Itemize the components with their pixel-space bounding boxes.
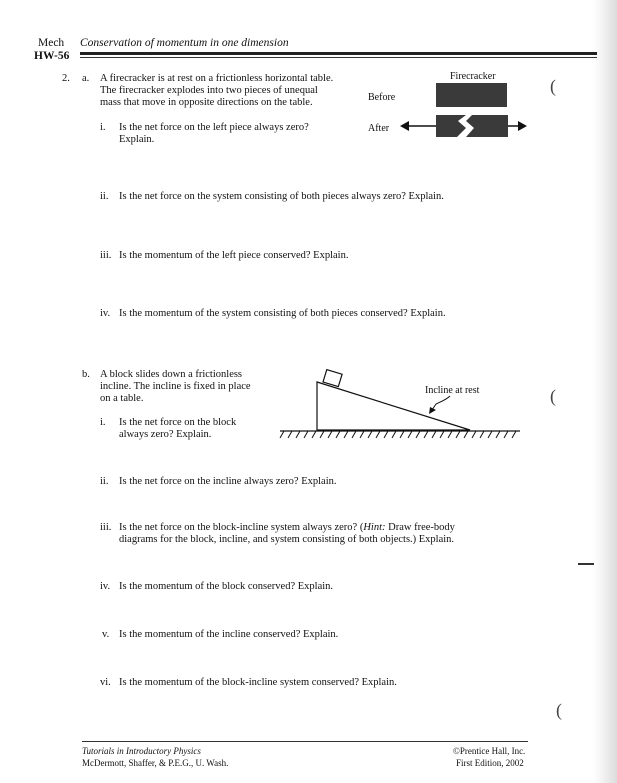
question-text: Is the momentum of the left piece conserved? Explain. [119, 250, 349, 261]
footer-book: Tutorials in Introductory Physics [82, 746, 201, 756]
page-title: Conservation of momentum in one dimension [80, 37, 289, 49]
question-number: i. [100, 122, 106, 133]
question-text: always zero? Explain. [119, 429, 212, 440]
question-number: iv. [100, 581, 111, 592]
pointer-arrowhead [429, 407, 436, 414]
question-text: Is the net force on the incline always zero? Explain. [119, 476, 337, 487]
hint-word: Hint: [363, 522, 386, 533]
after-label: After [368, 123, 390, 134]
part-b-intro-line: A block slides down a frictionless [100, 369, 243, 380]
question-number: ii. [100, 476, 109, 487]
footer-rule [82, 741, 528, 742]
header-rule-thin [80, 57, 597, 58]
question-text: Is the momentum of the incline conserved? Explain. [119, 629, 339, 640]
question-text: Is the net force on the block [119, 417, 237, 428]
hint-text-after: Draw free-body [385, 522, 455, 533]
question-text: Is the momentum of the block-incline system conserved? Explain. [119, 677, 397, 688]
part-a-intro-line: mass that move in opposite directions on the table. [100, 97, 313, 108]
table-hatching [280, 431, 516, 438]
hw-number: HW-56 [34, 50, 70, 62]
firecracker-label: Firecracker [450, 71, 496, 82]
firecracker-after-figure [400, 112, 530, 142]
hint-text-before: Is the net force on the block-incline system always zero? ( [119, 522, 364, 533]
firecracker-before [436, 83, 507, 107]
question-text: Is the momentum of the system consisting of both pieces conserved? Explain. [119, 308, 446, 319]
question-number: iii. [100, 250, 112, 261]
margin-mark: ( [550, 386, 556, 406]
question-number: iv. [100, 308, 111, 319]
question-text: Is the momentum of the block conserved? Explain. [119, 581, 334, 592]
question-text: Is the net force on the system consisting of both pieces always zero? Explain. [119, 191, 444, 202]
question-number: ii. [100, 191, 109, 202]
question-number: iii. [100, 522, 112, 533]
pointer-line [432, 396, 450, 410]
block [323, 370, 342, 387]
course-label: Mech [38, 37, 65, 49]
question-number: i. [100, 417, 106, 428]
right-arrow-head [518, 121, 527, 131]
margin-mark: ( [556, 700, 562, 720]
left-arrow-head [400, 121, 409, 131]
footer-publisher: ©Prentice Hall, Inc. [453, 746, 526, 756]
question-number: vi. [100, 677, 111, 688]
part-b-intro-line: on a table. [100, 393, 144, 404]
part-a-label: a. [82, 73, 90, 84]
page-edge-shadow [593, 0, 617, 783]
question-number: v. [102, 629, 110, 640]
footer-authors: McDermott, Shaffer, & P.E.G., U. Wash. [82, 758, 229, 768]
left-piece [436, 115, 466, 137]
question-text: Explain. [119, 134, 155, 145]
question-text: diagrams for the block, incline, and system consisting of both objects.) Explain. [119, 534, 455, 545]
before-label: Before [368, 92, 396, 103]
part-b-label: b. [82, 369, 90, 380]
margin-dash [578, 563, 594, 565]
problem-number: 2. [62, 73, 70, 84]
part-a-intro-line: A firecracker is at rest on a frictionless horizontal table. [100, 73, 334, 84]
margin-mark: ( [550, 76, 556, 96]
footer-edition: First Edition, 2002 [456, 758, 524, 768]
incline-label: Incline at rest [425, 385, 480, 396]
part-b-intro-line: incline. The incline is fixed in place [100, 381, 251, 392]
question-text: Is the net force on the left piece always zero? [119, 122, 309, 133]
header-rule [80, 52, 597, 55]
incline-figure [280, 362, 530, 442]
part-a-intro-line: The firecracker explodes into two pieces of unequal [100, 85, 318, 96]
right-piece [466, 115, 508, 137]
